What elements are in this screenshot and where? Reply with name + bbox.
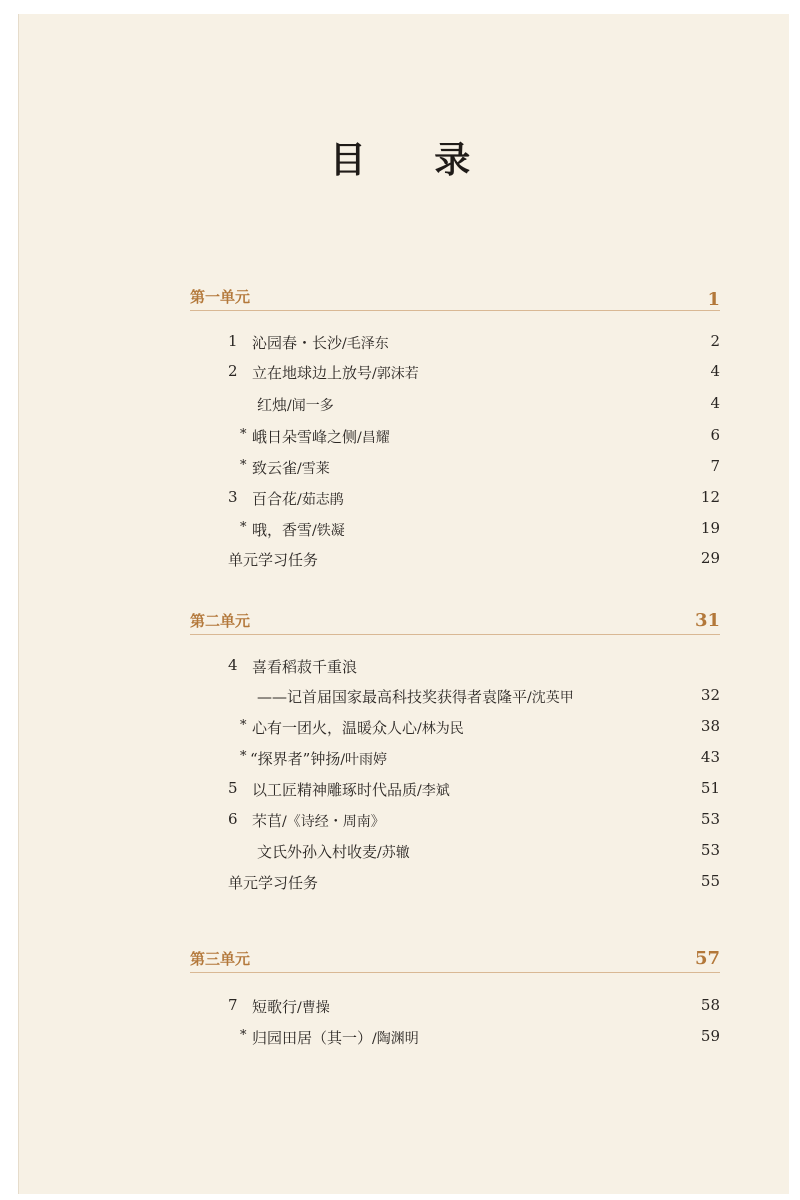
unit-name: 第二单元 — [190, 612, 251, 630]
optional-star: * — [240, 520, 247, 535]
toc-entry[interactable] — [0, 362, 800, 388]
entry-page: 38 — [700, 717, 720, 735]
lesson-number: 3 — [228, 488, 238, 506]
entry-author: /闻一多 — [287, 398, 334, 414]
unit-page: 31 — [694, 610, 720, 631]
lesson-number: 6 — [228, 810, 238, 828]
entry-page: 43 — [700, 748, 720, 766]
entry-title: 单元学习任务 — [228, 551, 319, 569]
optional-star: * — [240, 458, 247, 473]
unit-header-2[interactable] — [190, 610, 720, 642]
entry-author: /昌耀 — [357, 430, 390, 446]
unit-task-entry[interactable] — [0, 872, 800, 898]
optional-star: * — [240, 427, 247, 442]
entry-title: 喜看稻菽千重浪 — [252, 658, 358, 676]
entry-page: 51 — [700, 779, 720, 797]
entry-page: 4 — [710, 362, 720, 380]
toc-entry[interactable] — [0, 488, 800, 514]
toc-entry[interactable] — [0, 426, 800, 452]
unit-name: 第一单元 — [190, 288, 251, 306]
entry-page: 53 — [700, 810, 720, 828]
lesson-number: 4 — [228, 656, 238, 674]
unit-page: 1 — [707, 289, 720, 310]
unit-name: 第三单元 — [190, 950, 251, 968]
lesson-number: 1 — [228, 332, 238, 350]
entry-page: 12 — [700, 488, 720, 506]
entry-author: /苏辙 — [377, 845, 410, 861]
toc-entry[interactable] — [0, 717, 800, 743]
optional-star: * — [240, 718, 247, 733]
entry-title: 心有一团火，温暖众人心/林为民 — [252, 719, 464, 737]
entry-title: 以工匠精神雕琢时代品质/李斌 — [252, 781, 450, 799]
toc-entry-subtitle[interactable] — [0, 686, 800, 712]
entry-author: /沈英甲 — [527, 690, 574, 706]
toc-entry[interactable] — [0, 332, 800, 358]
entry-author: /陶渊明 — [372, 1031, 419, 1047]
toc-entry[interactable] — [0, 779, 800, 805]
entry-title: 峨日朵雪峰之侧/昌耀 — [252, 428, 390, 446]
lesson-number: 7 — [228, 996, 238, 1014]
toc-heading: 目 录 — [329, 139, 499, 181]
unit-page: 57 — [694, 948, 720, 969]
unit-divider — [190, 310, 720, 311]
unit-header-1[interactable] — [190, 286, 720, 318]
entry-author: /曹操 — [297, 1000, 330, 1016]
entry-page: 29 — [700, 549, 720, 567]
toc-entry[interactable] — [0, 457, 800, 483]
entry-author: /李斌 — [417, 783, 450, 799]
toc-entry[interactable] — [0, 519, 800, 545]
entry-page: 6 — [710, 426, 720, 444]
entry-author: /叶雨婷 — [340, 752, 388, 768]
lesson-number: 5 — [228, 779, 238, 797]
entry-title: 芣苢/《诗经・周南》 — [252, 812, 385, 830]
entry-title: 单元学习任务 — [228, 874, 319, 892]
entry-author: /茹志鹃 — [297, 492, 344, 508]
entry-page: 7 — [710, 457, 720, 475]
toc-entry[interactable] — [0, 656, 800, 682]
entry-title: 文氏外孙入村收麦/苏辙 — [257, 843, 410, 861]
toc-entry[interactable] — [0, 996, 800, 1022]
entry-author: /铁凝 — [312, 523, 345, 539]
unit-divider — [190, 972, 720, 973]
entry-author: /林为民 — [417, 721, 464, 737]
toc-entry[interactable] — [0, 1027, 800, 1053]
entry-title: 立在地球边上放号/郭沫若 — [252, 364, 419, 382]
entry-title: ——记首届国家最高科技奖获得者袁隆平/沈英甲 — [257, 688, 574, 706]
optional-star: * — [240, 749, 247, 764]
entry-author: /《诗经・周南》 — [282, 814, 385, 830]
entry-title: 哦，香雪/铁凝 — [252, 521, 345, 539]
entry-title: “探界者”钟扬/叶雨婷 — [250, 750, 388, 768]
entry-page: 19 — [700, 519, 720, 537]
toc-entry[interactable] — [0, 810, 800, 836]
entry-page: 2 — [710, 332, 720, 350]
entry-title: 沁园春・长沙/毛泽东 — [252, 334, 389, 352]
unit-divider — [190, 634, 720, 635]
entry-page: 4 — [710, 394, 720, 412]
entry-page: 55 — [700, 872, 720, 890]
entry-page: 53 — [700, 841, 720, 859]
optional-star: * — [240, 1028, 247, 1043]
entry-page: 58 — [700, 996, 720, 1014]
entry-author: /郭沫若 — [372, 366, 419, 382]
entry-title: 红烛/闻一多 — [257, 396, 334, 414]
entry-title: 短歌行/曹操 — [252, 998, 330, 1016]
entry-page: 32 — [700, 686, 720, 704]
toc-entry[interactable] — [0, 748, 800, 774]
entry-author: /雪莱 — [297, 461, 330, 477]
entry-author: /毛泽东 — [342, 336, 389, 352]
entry-page: 59 — [700, 1027, 720, 1045]
entry-title: 致云雀/雪莱 — [252, 459, 330, 477]
entry-title: 百合花/茹志鹃 — [252, 490, 344, 508]
toc-entry[interactable] — [0, 841, 800, 867]
lesson-number: 2 — [228, 362, 238, 380]
unit-task-entry[interactable] — [0, 549, 800, 575]
entry-title: 归园田居（其一）/陶渊明 — [252, 1029, 419, 1047]
toc-entry[interactable] — [0, 394, 800, 420]
unit-header-3[interactable] — [190, 948, 720, 980]
